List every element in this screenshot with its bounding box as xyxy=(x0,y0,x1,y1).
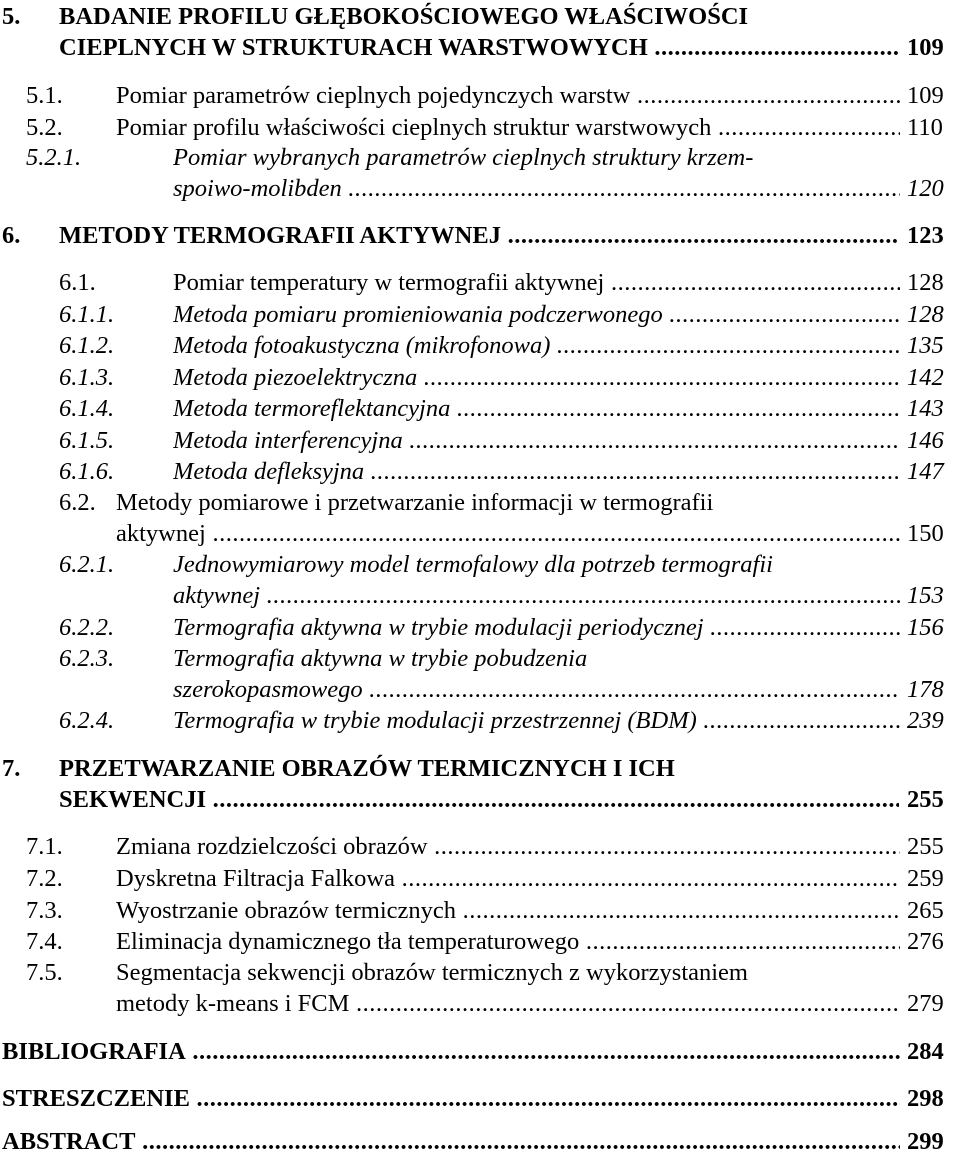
entry-title: Pomiar profilu właściwości cieplnych struktur warstwowych ..... xyxy=(116,112,900,144)
entry-page: 255 xyxy=(905,784,944,816)
entry-number: 7.4. xyxy=(26,928,63,955)
entry-title: Termografia aktywna w trybie modulacji periodycznej ..... xyxy=(173,612,900,644)
entry-page: 265 xyxy=(905,895,944,927)
entry-title: SEKWENCJI ..... xyxy=(59,784,899,816)
entry-page: 120 xyxy=(905,173,944,205)
entry-title: Metoda termoreflektancyjna ..... xyxy=(173,393,900,425)
entry-number: 5.2. xyxy=(26,114,63,141)
entry-number: 7.1. xyxy=(26,833,63,860)
entry-page: 255 xyxy=(905,831,944,863)
entry-title: metody k-means i FCM ..... xyxy=(116,988,900,1020)
entry-number: 7. xyxy=(2,755,21,782)
entry-page: 147 xyxy=(905,456,944,488)
entry-number: 6.2. xyxy=(59,489,96,516)
entry-page: 109 xyxy=(905,32,944,64)
entry-number: 6.1.1. xyxy=(59,301,115,328)
entry-title: Metoda pomiaru promieniowania podczerwonego ..... xyxy=(173,299,900,331)
entry-title: Jednowymiarowy model termofalowy dla potrzeb termografii xyxy=(173,551,773,578)
entry-page: 259 xyxy=(905,863,944,895)
entry-page: 128 xyxy=(905,299,944,331)
entry-number: 6.2.3. xyxy=(59,645,115,672)
entry-page: 239 xyxy=(905,705,944,737)
entry-number: 6.1. xyxy=(59,269,96,296)
entry-number: 7.3. xyxy=(26,897,63,924)
entry-title: Termografia w trybie modulacji przestrzennej (BDM) ..... xyxy=(173,705,900,737)
entry-title: aktywnej ..... xyxy=(173,580,900,612)
entry-title: Wyostrzanie obrazów termicznych ..... xyxy=(116,895,900,927)
entry-number: 6.1.3. xyxy=(59,364,115,391)
entry-page: 142 xyxy=(905,362,944,394)
entry-number: 6.1.2. xyxy=(59,332,115,359)
entry-title: BADANIE PROFILU GŁĘBOKOŚCIOWEGO WŁAŚCIWOŚCI xyxy=(59,3,749,30)
entry-title: Dyskretna Filtracja Falkowa ..... xyxy=(116,863,900,895)
entry-page: 178 xyxy=(905,674,944,706)
entry-title: STRESZCZENIE ..... xyxy=(2,1083,900,1115)
entry-title: METODY TERMOGRAFII AKTYWNEJ ..... xyxy=(59,220,899,252)
entry-title: ABSTRACT ..... xyxy=(2,1126,900,1158)
entry-title: aktywnej ..... xyxy=(116,518,900,550)
entry-number: 5.2.1. xyxy=(26,144,82,171)
entry-page: 276 xyxy=(905,926,944,958)
entry-title: Eliminacja dynamicznego tła temperaturowego ..... xyxy=(116,926,900,958)
entry-title: Pomiar parametrów cieplnych pojedynczych warstw ..... xyxy=(116,80,900,112)
entry-title: Segmentacja sekwencji obrazów termicznych z wykorzystaniem xyxy=(116,959,748,986)
entry-title: szerokopasmowego ..... xyxy=(173,674,900,706)
entry-number: 7.2. xyxy=(26,865,63,892)
entry-title: Pomiar wybranych parametrów cieplnych struktury krzem- xyxy=(173,144,754,171)
entry-page: 299 xyxy=(905,1126,944,1158)
entry-page: 153 xyxy=(905,580,944,612)
entry-number: 5.1. xyxy=(26,82,63,109)
entry-title: Pomiar temperatury w termografii aktywnej ..... xyxy=(173,267,900,299)
entry-page: 135 xyxy=(905,330,944,362)
entry-number: 6.2.2. xyxy=(59,614,115,641)
entry-page: 284 xyxy=(905,1036,944,1068)
entry-title: Metoda defleksyjna ..... xyxy=(173,456,900,488)
entry-title: Termografia aktywna w trybie pobudzenia xyxy=(173,645,588,672)
entry-page: 128 xyxy=(905,267,944,299)
entry-title: PRZETWARZANIE OBRAZÓW TERMICZNYCH I ICH xyxy=(59,755,675,782)
entry-page: 143 xyxy=(905,393,944,425)
entry-number: 6.1.5. xyxy=(59,427,115,454)
entry-title: Metoda interferencyjna ..... xyxy=(173,425,900,457)
entry-title: CIEPLNYCH W STRUKTURACH WARSTWOWYCH ..... xyxy=(59,32,899,64)
entry-title: spoiwo-molibden ..... xyxy=(173,173,900,205)
entry-page: 146 xyxy=(905,425,944,457)
entry-page: 150 xyxy=(905,518,944,550)
entry-number: 6.2.4. xyxy=(59,707,115,734)
entry-number: 6. xyxy=(2,222,21,249)
entry-number: 6.1.6. xyxy=(59,458,115,485)
entry-title: Metoda fotoakustyczna (mikrofonowa) ..... xyxy=(173,330,900,362)
entry-page: 156 xyxy=(905,612,944,644)
entry-title: Zmiana rozdzielczości obrazów ..... xyxy=(116,831,900,863)
entry-title: BIBLIOGRAFIA ..... xyxy=(2,1036,900,1068)
entry-number: 6.2.1. xyxy=(59,551,115,578)
entry-page: 279 xyxy=(905,988,944,1020)
entry-number: 7.5. xyxy=(26,959,63,986)
entry-number: 6.1.4. xyxy=(59,395,115,422)
entry-page: 298 xyxy=(905,1083,944,1115)
entry-page: 110 xyxy=(905,112,943,144)
entry-page: 109 xyxy=(905,80,944,112)
entry-page: 123 xyxy=(905,220,944,252)
entry-title: Metoda piezoelektryczna ..... xyxy=(173,362,900,394)
entry-title: Metody pomiarowe i przetwarzanie informacji w termografii xyxy=(116,489,714,516)
entry-number: 5. xyxy=(2,3,21,30)
